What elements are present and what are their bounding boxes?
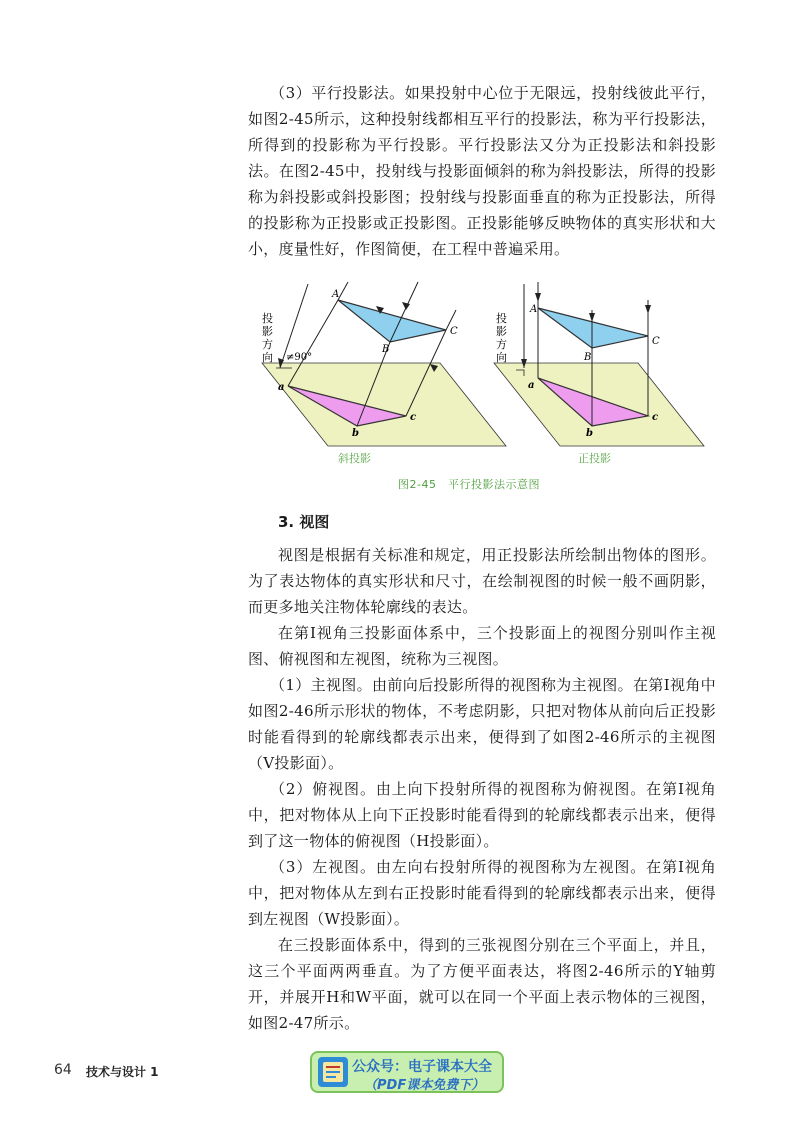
point-label-C: C xyxy=(652,336,660,347)
paragraph-text: （1）主视图。由前向后投影所得的视图称为主视图。在第Ⅰ视角中如图2-46所示形状的物体，不考虑阴影，只把对物体从前向后正投影时能看得到的轮廓线都表示出来，便得到了如图2-46所示的主视图（V投影面）。 xyxy=(248,676,716,772)
paragraph-text: 视图是根据有关标准和规定，用正投影法所绘制出物体的图形。为了表达物体的真实形状和尺寸，在绘制视图的时候一般不画阴影，而更多地关注物体轮廓线的表达。 xyxy=(248,546,716,616)
arrow-head xyxy=(535,293,541,302)
paragraph-text: （3）左视图。由左向右投射所得的视图称为左视图。在第Ⅰ视角中，把对物体从左到右正投影时能看得到的轮廓线都表示出来，便得到左视图（W投影面）。 xyxy=(248,858,716,928)
paragraph-text: 在第Ⅰ视角三投影面体系中，三个投影面上的视图分别叫作主视图、俯视图和左视图，统称为三视图。 xyxy=(248,624,716,668)
page-number: 64 xyxy=(54,1062,72,1078)
paragraph-parallel-projection xyxy=(248,80,716,262)
orthographic-projection-diagram xyxy=(494,282,704,465)
direction-label-char: 影 xyxy=(262,325,273,338)
book-icon xyxy=(318,1057,348,1087)
point-label-a: a xyxy=(278,382,285,393)
point-label-B: B xyxy=(584,352,592,363)
paragraph-text: （3）平行投影法。如果投射中心位于无限远，投射线彼此平行，如图2-45所示，这种投射线都相互平行的投影法，称为平行投影法，所得到的投影称为平行投影。平行投影法又分为正投影法和斜投影法。在图2-45中，投射线与投影面倾斜的称为斜投影法，所得的投影称为斜投影或斜投影图；投射线与投影面垂直的称为正投影法，所得的投影称为正投影或正投影图。正投影能够反映物体的真实形状和大小，度量性好，作图简便，在工程中普遍采用。 xyxy=(248,84,716,258)
point-label-c: c xyxy=(652,412,659,423)
book-icon xyxy=(318,1057,348,1087)
direction-label-char: 方 xyxy=(262,338,273,351)
direction-label-char: 方 xyxy=(496,338,507,351)
projection-plane xyxy=(262,363,506,446)
direction-label-char: 向 xyxy=(496,351,507,364)
figure-2-45 xyxy=(258,280,718,490)
point-label-b: b xyxy=(352,428,359,439)
book-title: 技术与设计 1 xyxy=(86,1065,159,1079)
watermark-banner xyxy=(310,1051,504,1093)
arrow-head xyxy=(645,305,651,314)
arrow-head xyxy=(402,302,410,310)
figure-caption: 图2-45 平行投影法示意图 xyxy=(398,478,540,491)
figure-sublabel-orthographic: 正投影 xyxy=(578,452,611,465)
direction-label-char: 影 xyxy=(496,325,507,338)
point-label-A: A xyxy=(530,304,538,315)
paragraph-text: （2）俯视图。由上向下投射所得的视图称为俯视图。在第Ⅰ视角中，把对物体从上向下正投影时能看得到的轮廓线都表示出来，便得到了这一物体的俯视图（H投影面）。 xyxy=(248,780,716,850)
section-body xyxy=(248,542,716,1036)
direction-label-char: 投 xyxy=(496,312,507,325)
point-label-c: c xyxy=(410,412,417,423)
point-label-A: A xyxy=(332,289,340,300)
point-label-B: B xyxy=(382,344,390,355)
direction-label-char: 向 xyxy=(262,351,273,364)
point-label-C: C xyxy=(450,326,458,337)
point-label-b: b xyxy=(586,428,593,439)
projector-line xyxy=(338,282,348,300)
oblique-projection-diagram xyxy=(262,282,506,465)
angle-label: ≠90° xyxy=(286,352,313,363)
section-heading: 3. 视图 xyxy=(278,513,330,531)
banner-line-1: 公众号：电子课本大全 xyxy=(352,1059,492,1075)
banner-line-2: （PDF课本免费下） xyxy=(364,1078,485,1093)
figure-sublabel-oblique: 斜投影 xyxy=(338,452,371,465)
paragraph-text: 在三投影面体系中，得到的三张视图分别在三个平面上，并且，这三个平面两两垂直。为了方便平面表达，将图2-46所示的Y轴剪开，并展开H和W平面，就可以在同一个平面上表示物体的三视图，如图2-47所示。 xyxy=(248,936,716,1032)
object-triangle xyxy=(338,300,446,342)
direction-label-char: 投 xyxy=(262,312,273,325)
point-label-a: a xyxy=(528,380,535,391)
